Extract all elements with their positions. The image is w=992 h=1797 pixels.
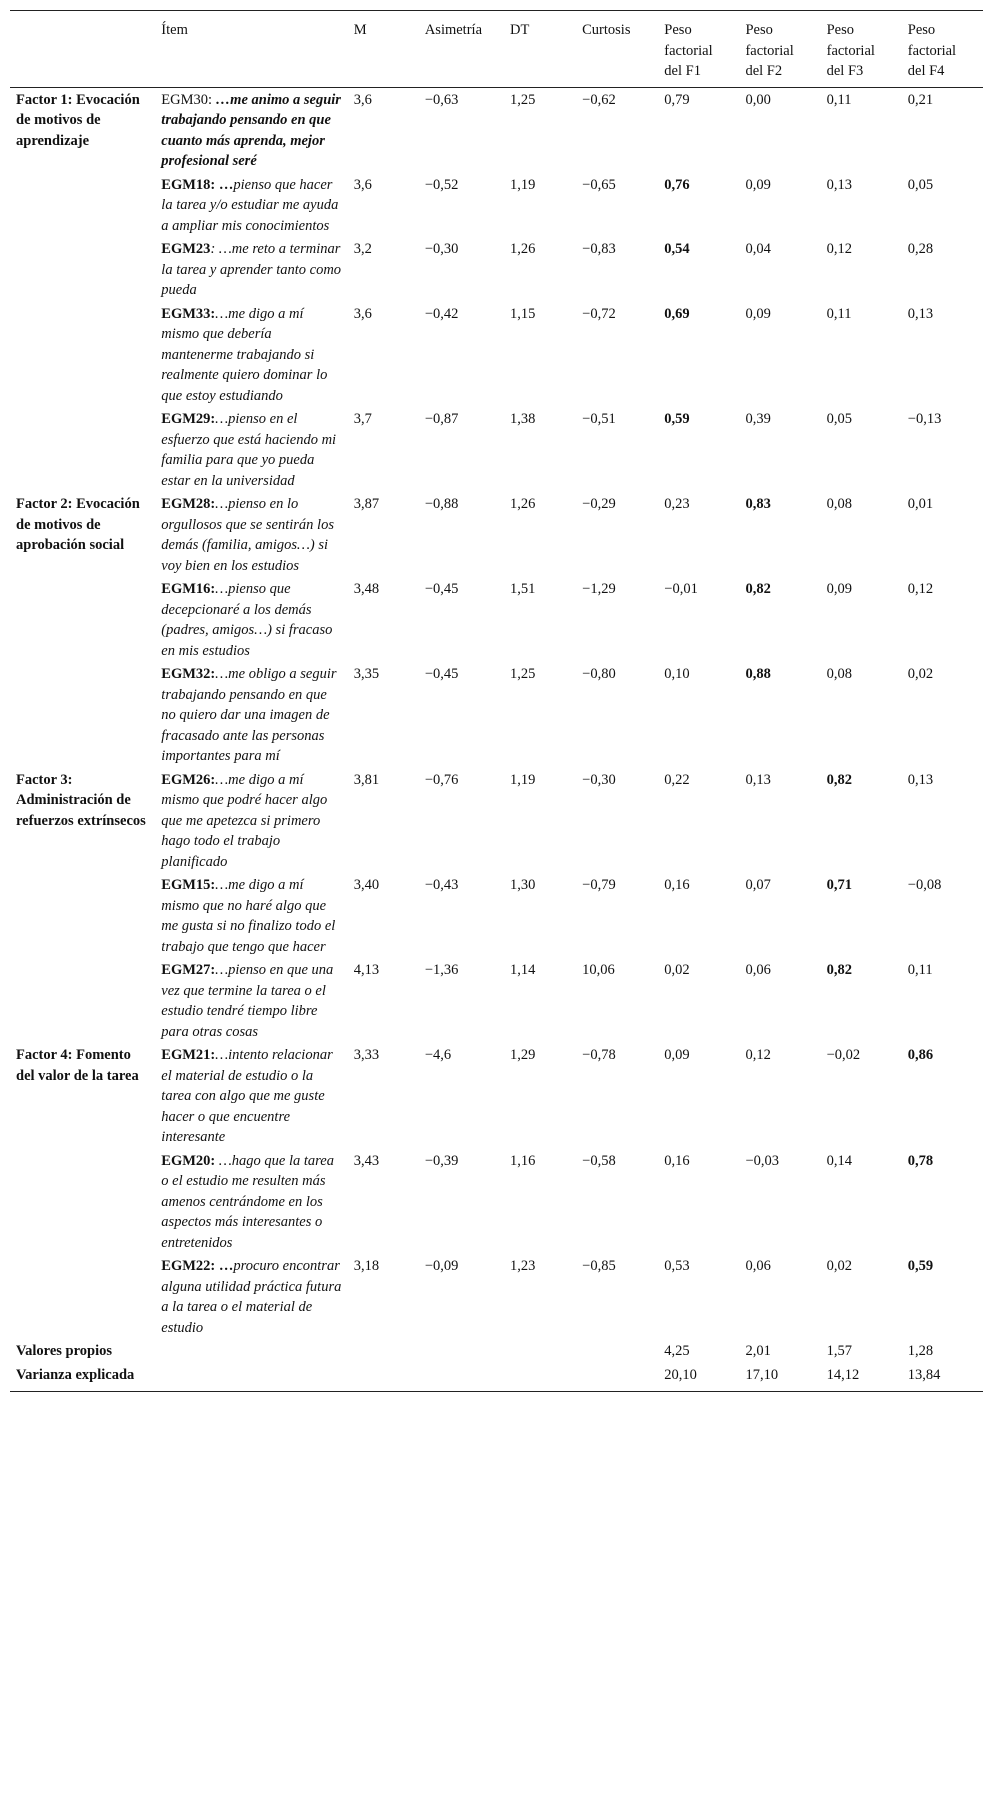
item-text: …me digo a mí mismo que podré hacer algo que me apetezca si primero hago todo el trabajo planificado	[161, 771, 328, 870]
cell-f1: 0,53	[664, 1258, 690, 1274]
cell-sd: 1,26	[510, 496, 536, 512]
footer-value-f3: 1,57	[826, 1343, 852, 1359]
factor-label	[10, 173, 155, 238]
cell-f1: 0,59	[664, 411, 690, 427]
cell-f1: 0,79	[664, 91, 690, 108]
cell-f3: 0,02	[826, 1258, 852, 1274]
cell-mean: 3,81	[353, 771, 380, 788]
item-cell	[155, 173, 347, 238]
cell-skewness: −0,09	[424, 1258, 459, 1274]
item-cell	[155, 873, 347, 958]
cell-kurtosis: −0,51	[582, 411, 616, 427]
cell-sd: 1,14	[510, 962, 536, 978]
factor-label	[10, 577, 155, 662]
cell-mean: 3,43	[353, 1152, 380, 1169]
factor-label: Factor 2: Evocación de motivos de aprobación social	[16, 496, 140, 553]
cell-f2: 0,39	[745, 411, 771, 427]
cell-sd: 1,15	[510, 305, 536, 322]
item-cell	[155, 492, 347, 577]
cell-f1: −0,01	[664, 581, 698, 597]
cell-skewness: −1,36	[424, 962, 459, 978]
cell-kurtosis: −0,72	[582, 305, 616, 322]
cell-skewness: −0,63	[424, 91, 459, 108]
item-code: EGM27:	[161, 962, 216, 978]
cell-f3: −0,02	[826, 1047, 861, 1063]
footer-value-f2: 17,10	[739, 1363, 820, 1392]
footer-value-f3: 14,12	[821, 1363, 902, 1392]
cell-f2: 0,13	[745, 771, 771, 788]
item-cell	[155, 662, 347, 768]
cell-skewness: −0,43	[424, 877, 459, 893]
cell-kurtosis: −0,79	[582, 877, 616, 893]
header-cell	[10, 11, 155, 88]
footer-value-f4: 13,84	[902, 1363, 983, 1392]
factor-label	[10, 958, 155, 1043]
item-code: EGM30:	[161, 91, 216, 108]
item-text: pienso que hacer la tarea y/o estudiar me ayuda a ampliar mis conocimientos	[161, 176, 339, 234]
table-row	[10, 87, 983, 173]
item-code: EGM23	[161, 241, 211, 257]
cell-skewness: −0,45	[424, 581, 459, 597]
cell-f1: 0,54	[664, 241, 690, 257]
cell-skewness: −0,45	[424, 666, 459, 682]
cell-skewness: −0,87	[424, 411, 459, 427]
table-row	[10, 958, 983, 1043]
empty-cell	[504, 1339, 576, 1363]
cell-f4: 0,13	[907, 771, 934, 788]
cell-f4: 0,02	[907, 666, 934, 682]
item-code: EGM15:	[161, 877, 216, 893]
item-cell	[155, 1254, 347, 1339]
cell-f3: 0,13	[826, 176, 852, 193]
cell-mean: 3,87	[353, 496, 380, 512]
cell-f4: 0,12	[907, 581, 934, 597]
item-text: …pienso en lo orgullosos que se sentirán los demás (familia, amigos…) si voy bien en los estudios	[161, 496, 334, 574]
cell-kurtosis: −0,29	[582, 496, 616, 512]
cell-f1: 0,76	[664, 176, 690, 193]
empty-cell	[419, 1339, 504, 1363]
cell-f2: 0,82	[745, 581, 771, 597]
empty-cell	[348, 1363, 419, 1392]
cell-f1: 0,10	[664, 666, 690, 682]
cell-sd: 1,26	[510, 241, 536, 257]
cell-sd: 1,29	[510, 1047, 536, 1063]
factor-label	[10, 302, 155, 408]
cell-f2: 0,06	[745, 1258, 771, 1274]
empty-cell	[504, 1363, 576, 1392]
table-row	[10, 173, 983, 238]
cell-f2: 0,12	[745, 1047, 771, 1063]
cell-kurtosis: −0,85	[582, 1258, 616, 1274]
item-cell	[155, 768, 347, 874]
cell-kurtosis: −0,62	[582, 91, 616, 108]
item-cell	[155, 958, 347, 1043]
cell-f2: 0,88	[745, 666, 771, 682]
cell-f4: 0,28	[907, 241, 934, 257]
cell-f3: 0,11	[826, 305, 852, 322]
cell-kurtosis: −0,65	[582, 176, 616, 193]
cell-f1: 0,09	[664, 1047, 690, 1063]
cell-sd: 1,23	[510, 1258, 536, 1274]
item-code: EGM16:	[161, 581, 216, 597]
cell-f1: 0,23	[664, 496, 690, 512]
table-row	[10, 302, 983, 408]
header-cell-item: Ítem	[161, 22, 188, 38]
cell-skewness: −0,42	[424, 305, 459, 322]
cell-skewness: −4,6	[424, 1047, 452, 1063]
cell-sd: 1,38	[510, 411, 536, 427]
cell-f4: 0,13	[907, 305, 934, 322]
cell-mean: 3,6	[353, 176, 372, 193]
cell-f1: 0,16	[664, 877, 690, 893]
cell-skewness: −0,39	[424, 1152, 459, 1169]
footer-row	[10, 1363, 983, 1392]
item-code: EGM33:	[161, 305, 216, 322]
cell-f4: −0,13	[907, 411, 942, 427]
item-cell	[155, 87, 347, 173]
item-code: EGM28:	[161, 496, 216, 512]
item-text: …pienso en el esfuerzo que está haciendo mi familia para que yo pueda estar en la universidad	[161, 411, 337, 489]
table-row	[10, 1254, 983, 1339]
footer-value-f4: 1,28	[907, 1343, 934, 1359]
cell-mean: 4,13	[353, 962, 380, 978]
cell-mean: 3,2	[353, 241, 372, 257]
cell-f3: 0,08	[826, 666, 852, 682]
header-cell-f2: Peso factorial del F2	[745, 22, 794, 79]
cell-sd: 1,51	[510, 581, 536, 597]
cell-kurtosis: −0,83	[582, 241, 616, 257]
cell-f1: 0,22	[664, 771, 690, 788]
cell-f4: 0,78	[907, 1152, 934, 1169]
item-code: EGM18: …	[161, 176, 234, 193]
cell-f4: −0,08	[907, 877, 942, 893]
cell-kurtosis: −0,30	[582, 771, 616, 788]
cell-sd: 1,16	[510, 1152, 536, 1169]
item-code: EGM29:	[161, 411, 216, 427]
empty-cell	[576, 1339, 658, 1363]
header-cell-sd: DT	[510, 22, 530, 38]
cell-f2: 0,00	[745, 91, 771, 108]
cell-f2: 0,09	[745, 305, 771, 322]
table-row	[10, 768, 983, 874]
footer-value-f2: 2,01	[745, 1343, 771, 1359]
cell-kurtosis: −0,80	[582, 666, 616, 682]
cell-sd: 1,19	[510, 176, 536, 193]
table-row	[10, 577, 983, 662]
cell-f3: 0,14	[826, 1152, 852, 1169]
cell-sd: 1,30	[510, 877, 536, 893]
table-body	[10, 87, 983, 1392]
cell-mean: 3,35	[353, 666, 380, 682]
cell-f1: 0,02	[664, 962, 690, 978]
footer-value-f1: 4,25	[664, 1343, 690, 1359]
item-text: …me animo a seguir trabajando pensando en que cuanto más aprenda, mejor profesional seré	[161, 91, 341, 169]
empty-cell	[348, 1339, 419, 1363]
header-cell-f3: Peso factorial del F3	[826, 22, 875, 79]
cell-kurtosis: −0,58	[582, 1152, 616, 1169]
item-text: …intento relacionar el material de estudio o la tarea con algo que me guste hacer o que encuentre interesante	[161, 1047, 333, 1145]
cell-f3: 0,09	[826, 581, 852, 597]
table-row	[10, 662, 983, 768]
cell-sd: 1,25	[510, 91, 536, 108]
cell-sd: 1,19	[510, 771, 536, 788]
empty-cell	[576, 1363, 658, 1392]
cell-f3: 0,05	[826, 411, 852, 427]
item-code: EGM26:	[161, 771, 216, 788]
factor-label: Factor 1: Evocación de motivos de aprendizaje	[16, 91, 140, 149]
item-text: …me digo a mí mismo que no haré algo que me gusta si no finalizo todo el trabajo que tengo que hacer	[161, 877, 336, 955]
cell-f4: 0,05	[907, 176, 934, 193]
table-row	[10, 1149, 983, 1255]
cell-f1: 0,16	[664, 1152, 690, 1169]
item-code: EGM22: …	[161, 1258, 234, 1274]
cell-f3: 0,82	[826, 771, 852, 788]
factor-label	[10, 873, 155, 958]
cell-skewness: −0,76	[424, 771, 459, 788]
factor-label: Factor 4: Fomento del valor de la tarea	[16, 1047, 139, 1084]
item-text: : …me reto a terminar la tarea y aprender tanto como pueda	[161, 241, 342, 298]
table-row	[10, 873, 983, 958]
footer-label: Varianza explicada	[10, 1363, 155, 1392]
item-cell	[155, 577, 347, 662]
cell-f4: 0,21	[907, 91, 934, 108]
cell-f3: 0,71	[826, 877, 852, 893]
cell-f3: 0,12	[826, 241, 852, 257]
footer-value-f1: 20,10	[658, 1363, 739, 1392]
cell-kurtosis: −0,78	[582, 1047, 616, 1063]
factor-label	[10, 662, 155, 768]
cell-f4: 0,01	[907, 496, 934, 512]
cell-f2: 0,09	[745, 176, 771, 193]
item-text: …pienso que decepcionaré a los demás (padres, amigos…) si fracaso en mis estudios	[161, 581, 333, 659]
table-row	[10, 237, 983, 302]
cell-f3: 0,08	[826, 496, 852, 512]
table-header	[10, 11, 983, 88]
cell-f3: 0,82	[826, 962, 852, 978]
item-text: …hago que la tarea o el estudio me resulten más amenos centrándome en los aspectos más interesantes o entretenidos	[161, 1152, 334, 1251]
item-text: …me obligo a seguir trabajando pensando en que no quiero dar una imagen de fracasado ante las personas importantes para mí	[161, 666, 337, 764]
footer-label: Valores propios	[16, 1343, 113, 1359]
header-cell-f1: Peso factorial del F1	[664, 22, 713, 79]
cell-skewness: −0,30	[424, 241, 459, 257]
table-row	[10, 407, 983, 492]
item-code: EGM20:	[161, 1152, 216, 1169]
table-row	[10, 492, 983, 577]
empty-cell	[419, 1363, 504, 1392]
header-cell-kurtosis: Curtosis	[582, 22, 631, 38]
item-text: …pienso en que una vez que termine la tarea o el estudio tendré tiempo libre para otras cosas	[161, 962, 334, 1040]
cell-mean: 3,7	[353, 411, 372, 427]
item-code: EGM21:	[161, 1047, 216, 1063]
cell-kurtosis: 10,06	[582, 962, 615, 978]
cell-f3: 0,11	[826, 91, 852, 108]
cell-mean: 3,6	[353, 91, 372, 108]
item-text: procuro encontrar alguna utilidad práctica futura a la tarea o el material de estudio	[161, 1258, 342, 1336]
item-cell	[155, 302, 347, 408]
item-cell	[155, 1043, 347, 1149]
item-text: …me digo a mí mismo que debería mantenerme trabajando si realmente quiero dominar lo que estoy estudiando	[161, 305, 328, 404]
header-cell-f4: Peso factorial del F4	[907, 22, 957, 79]
factor-label	[10, 1254, 155, 1339]
cell-mean: 3,48	[353, 581, 380, 597]
cell-mean: 3,18	[353, 1258, 380, 1274]
item-cell	[155, 407, 347, 492]
cell-f1: 0,69	[664, 305, 690, 322]
cell-kurtosis: −1,29	[582, 581, 616, 597]
cell-f2: 0,06	[745, 962, 771, 978]
factor-label	[10, 1149, 155, 1255]
cell-f4: 0,59	[907, 1258, 934, 1274]
factor-label: Factor 3: Administración de refuerzos extrínsecos	[16, 771, 146, 829]
factor-label	[10, 237, 155, 302]
table-row	[10, 1043, 983, 1149]
cell-mean: 3,40	[353, 877, 380, 893]
header-cell-mean: M	[353, 22, 367, 38]
factor-analysis-table	[10, 10, 983, 1392]
factor-label	[10, 407, 155, 492]
cell-mean: 3,33	[353, 1047, 380, 1063]
cell-f2: −0,03	[745, 1152, 780, 1169]
cell-sd: 1,25	[510, 666, 536, 682]
header-cell-skewness: Asimetría	[424, 22, 483, 38]
cell-f4: 0,86	[907, 1047, 934, 1063]
footer-row	[10, 1339, 983, 1363]
empty-cell	[155, 1339, 347, 1363]
cell-mean: 3,6	[353, 305, 372, 322]
cell-f2: 0,04	[745, 241, 771, 257]
cell-skewness: −0,88	[424, 496, 459, 512]
cell-f2: 0,83	[745, 496, 771, 512]
item-cell	[155, 1149, 347, 1255]
header-row	[10, 11, 983, 88]
item-code: EGM32:	[161, 666, 216, 682]
cell-f4: 0,11	[907, 962, 933, 978]
item-cell	[155, 237, 347, 302]
cell-f2: 0,07	[745, 877, 771, 893]
cell-skewness: −0,52	[424, 176, 459, 193]
empty-cell	[155, 1363, 347, 1392]
